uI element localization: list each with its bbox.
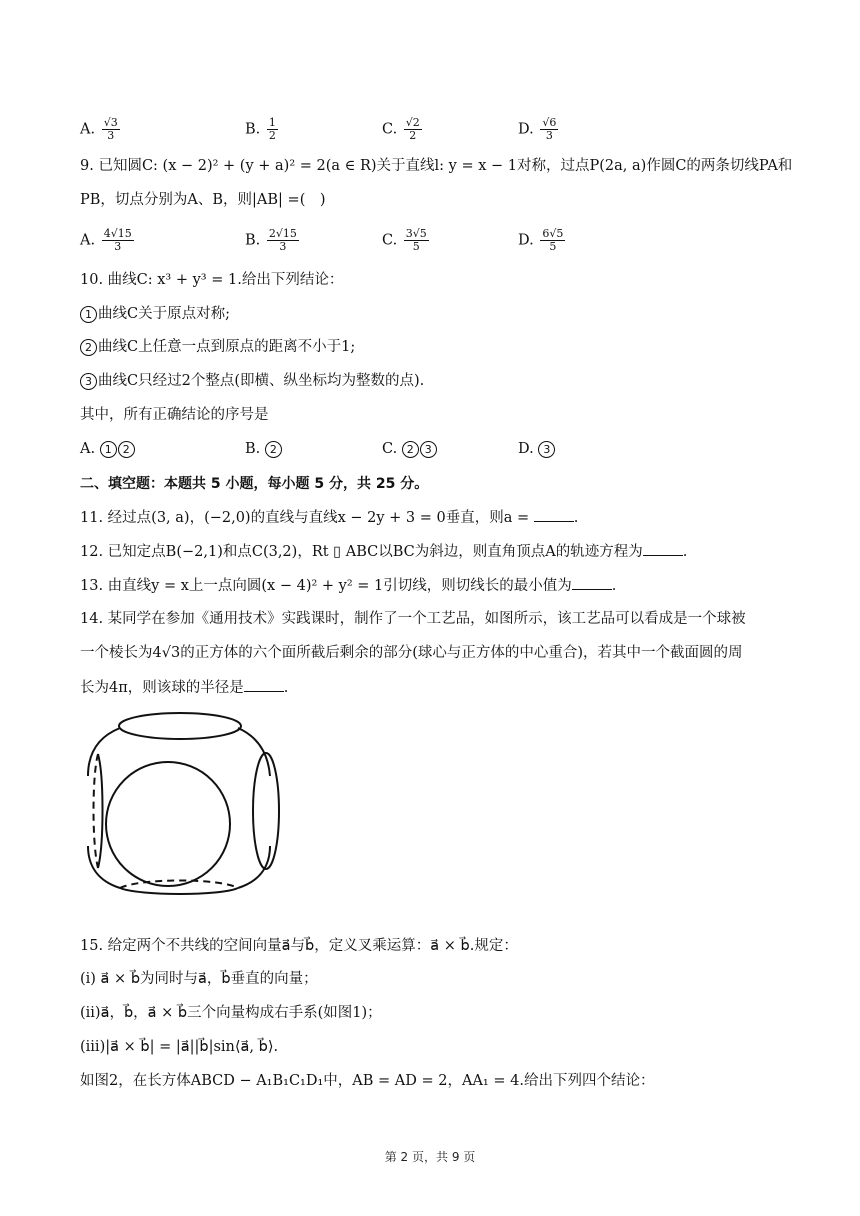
- q8-option-a: [80, 117, 120, 142]
- denominator: 2: [268, 129, 276, 142]
- option-label: B.: [245, 121, 261, 138]
- q10-statement-2: [80, 337, 355, 357]
- option-label: C.: [382, 121, 398, 138]
- option-label: D.: [518, 232, 534, 249]
- fraction: [267, 117, 278, 142]
- answer-blank: [534, 507, 574, 522]
- denominator: 2: [409, 129, 417, 142]
- circled-number: 3: [538, 441, 555, 458]
- option-label: A.: [80, 121, 96, 138]
- q9-stem-line1: 9. 已知圆C: (x − 2)² + (y + a)² = 2(a ∈ R)关于直线l: y = x − 1对称，过点P(2a, a)作圆C的两条切线PA和: [80, 158, 793, 174]
- answer-blank: [572, 575, 612, 590]
- circled-number: 1: [80, 306, 97, 323]
- period: .: [573, 510, 579, 526]
- q10-statement-3: [80, 371, 424, 391]
- q10-option-b: [245, 439, 283, 459]
- truncated-sphere-figure: [80, 706, 280, 906]
- option-label: B.: [245, 232, 261, 249]
- question-text: 13. 由直线y = x上一点向圆(x − 4)² + y² = 1引切线，则切线长的最小值为: [80, 578, 572, 594]
- top-cut-ellipse: [119, 713, 241, 739]
- period: .: [283, 680, 289, 696]
- period: .: [611, 578, 617, 594]
- q15-line2: (i) a⃗ × b⃗为同时与a⃗，b⃗垂直的向量；: [80, 971, 318, 987]
- circled-number: 2: [118, 441, 135, 458]
- question-text: 12. 已知定点B(−2,1)和点C(3,2)，Rt ▯ ABC以BC为斜边，则直角顶点A的轨迹方程为: [80, 544, 643, 560]
- q14-line1: 14. 某同学在参加《通用技术》实践课时，制作了一个工艺品，如图所示，该工艺品可以看成是一个球被: [80, 611, 746, 627]
- q14-line3: [80, 677, 288, 698]
- q10-stem: 10. 曲线C: x³ + y³ = 1.给出下列结论：: [80, 272, 344, 288]
- left-cut-solid: [98, 754, 103, 868]
- statement-text: 曲线C上任意一点到原点的距离不小于1;: [98, 339, 356, 355]
- denominator: 3: [107, 129, 115, 142]
- q11: [80, 507, 578, 528]
- q10-option-a: [80, 439, 136, 459]
- option-label: C.: [382, 441, 398, 457]
- circled-number: 2: [265, 441, 282, 458]
- option-label: C.: [382, 232, 398, 249]
- right-cut-ellipse: [253, 753, 279, 869]
- fraction: [540, 117, 558, 142]
- option-label: D.: [518, 441, 534, 457]
- q15-line1: 15. 给定两个不共线的空间向量a⃗与b⃗，定义叉乘运算：a⃗ × b⃗.规定：: [80, 938, 518, 954]
- statement-text: 曲线C只经过2个整点(即横、纵坐标均为整数的点).: [98, 373, 425, 389]
- numerator: 1: [268, 116, 276, 129]
- q8-option-d: [518, 117, 558, 142]
- numerator: √3: [103, 116, 118, 129]
- q8-option-b: [245, 117, 278, 142]
- question-text: 长为4π，则该球的半径是: [80, 680, 244, 696]
- question-text: 11. 经过点(3, a)，(−2,0)的直线与直线x − 2y + 3 = 0垂直，则a =: [80, 510, 534, 526]
- bottom-cut-solid: [120, 888, 238, 894]
- q12: [80, 541, 687, 562]
- q10-ask: 其中，所有正确结论的序号是: [80, 407, 269, 423]
- circled-number: 3: [420, 441, 437, 458]
- q9-option-c: [382, 228, 429, 253]
- statement-text: 曲线C关于原点对称;: [98, 306, 230, 322]
- answer-blank: [643, 541, 683, 556]
- q9-option-b: [245, 228, 299, 253]
- fraction: [102, 117, 120, 142]
- numerator: √2: [405, 116, 420, 129]
- q14-line2: 一个棱长为4√3的正方体的六个面所截后剩余的部分(球心与正方体的中心重合)，若其中一个截面圆的周: [80, 645, 743, 661]
- q10-option-d: [518, 439, 556, 459]
- circled-number: 1: [100, 441, 117, 458]
- option-label: A.: [80, 232, 96, 249]
- q9-stem-line2: PB，切点分别为A、B，则|AB| =( ): [80, 192, 326, 208]
- q8-option-c: [382, 117, 422, 142]
- denominator: 3: [114, 240, 122, 253]
- outer-arc-top-right: [238, 728, 270, 776]
- page-footer: 第 2 页，共 9 页: [384, 1150, 476, 1164]
- fraction: [267, 228, 299, 253]
- q15-line3: (ii)a⃗，b⃗，a⃗ × b⃗三个向量构成右手系(如图1)；: [80, 1005, 382, 1021]
- answer-blank: [244, 677, 284, 692]
- denominator: 3: [279, 240, 287, 253]
- numerator: 4√15: [103, 227, 132, 240]
- q13: [80, 575, 616, 596]
- q15-line4: (iii)|a⃗ × b⃗| = |a⃗||b⃗|sin⟨a⃗, b⃗⟩.: [80, 1039, 279, 1055]
- circled-number: 2: [80, 339, 97, 356]
- period: .: [682, 544, 688, 560]
- outer-arc-bottom-right: [238, 846, 270, 888]
- numerator: 6√5: [542, 227, 564, 240]
- q9-option-a: [80, 228, 134, 253]
- left-cut-dashed: [94, 754, 99, 868]
- denominator: 5: [549, 240, 557, 253]
- q9-option-d: [518, 228, 565, 253]
- circled-number: 2: [402, 441, 419, 458]
- numerator: 2√15: [268, 227, 297, 240]
- front-cut-circle: [106, 762, 230, 886]
- outer-arc-top-left: [88, 728, 120, 776]
- option-label: B.: [245, 441, 261, 457]
- fraction: [102, 228, 134, 253]
- section-heading: 二、填空题：本题共 5 小题，每小题 5 分，共 25 分。: [80, 476, 429, 492]
- outer-arc-bottom-left: [88, 846, 120, 888]
- q10-statement-1: [80, 304, 230, 324]
- fraction: [404, 117, 422, 142]
- numerator: 3√5: [405, 227, 427, 240]
- circled-number: 3: [80, 373, 97, 390]
- option-label: D.: [518, 121, 534, 138]
- denominator: 3: [545, 129, 553, 142]
- denominator: 5: [412, 240, 420, 253]
- option-label: A.: [80, 441, 96, 457]
- fraction: [404, 228, 429, 253]
- q15-line5: 如图2，在长方体ABCD − A₁B₁C₁D₁中，AB = AD = 2，AA₁ = 4.给出下列四个结论：: [80, 1073, 655, 1089]
- q10-option-c: [382, 439, 438, 459]
- numerator: √6: [542, 116, 557, 129]
- fraction: [540, 228, 565, 253]
